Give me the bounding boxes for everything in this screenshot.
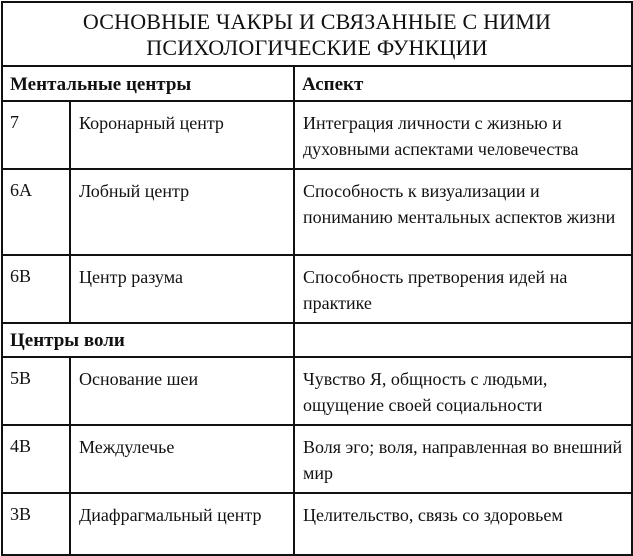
table-title bbox=[3, 4, 631, 65]
title-line-2: ПСИХОЛОГИЧЕСКИЕ ФУНКЦИИ bbox=[146, 34, 488, 60]
row-center: Лобный центр bbox=[79, 181, 190, 201]
row-aspect: Чувство Я, общность с людьми, ощущение своей социальности bbox=[303, 369, 548, 415]
row-center: Коронарный центр bbox=[79, 113, 224, 133]
row-number: 5B bbox=[10, 368, 32, 388]
section-label-cell bbox=[2, 323, 294, 357]
row-center-cell bbox=[70, 425, 294, 493]
row-aspect: Целительство, связь со здоровьем bbox=[303, 505, 563, 525]
row-aspect: Интеграция личности с жизнью и духовными аспектами человечества bbox=[303, 113, 579, 159]
row-center-cell bbox=[70, 101, 294, 169]
table-row bbox=[2, 101, 632, 169]
row-aspect: Воля эго; воля, направленная во внешний мир bbox=[303, 437, 623, 483]
row-center: Основание шеи bbox=[79, 369, 199, 389]
row-number: 7 bbox=[10, 112, 19, 132]
table-row bbox=[2, 493, 632, 555]
title-row bbox=[2, 2, 632, 66]
row-center-cell bbox=[70, 169, 294, 255]
table-row bbox=[2, 357, 632, 425]
section-empty-cell bbox=[294, 323, 632, 357]
header-centers bbox=[2, 66, 294, 101]
table-row bbox=[2, 255, 632, 323]
row-number-cell bbox=[2, 493, 70, 555]
row-center: Диафрагмальный центр bbox=[79, 505, 262, 525]
row-number-cell bbox=[2, 101, 70, 169]
row-aspect: Способность к визуализации и пониманию ментальных аспектов жизни bbox=[303, 181, 616, 227]
row-aspect-cell bbox=[294, 425, 632, 493]
row-number: 6B bbox=[10, 266, 32, 286]
chakras-table bbox=[1, 1, 633, 556]
header-centers-label: Ментальные центры bbox=[10, 74, 192, 95]
table-title-cell bbox=[2, 2, 632, 66]
row-center-cell bbox=[70, 357, 294, 425]
row-aspect-cell bbox=[294, 357, 632, 425]
row-number-cell bbox=[2, 357, 70, 425]
row-number-cell bbox=[2, 169, 70, 255]
row-aspect-cell bbox=[294, 255, 632, 323]
row-center: Центр разума bbox=[79, 267, 183, 287]
row-aspect-cell bbox=[294, 493, 632, 555]
table-row bbox=[2, 169, 632, 255]
row-number-cell bbox=[2, 255, 70, 323]
section-row bbox=[2, 323, 632, 357]
row-center-cell bbox=[70, 255, 294, 323]
header-row bbox=[2, 66, 632, 101]
section-label: Центры воли bbox=[10, 330, 125, 351]
row-number: 4B bbox=[10, 436, 32, 456]
header-aspect-label: Аспект bbox=[302, 74, 364, 95]
table-row bbox=[2, 425, 632, 493]
row-center-cell bbox=[70, 493, 294, 555]
row-aspect-cell bbox=[294, 101, 632, 169]
row-center: Междулечье bbox=[79, 437, 175, 457]
row-aspect: Способность претворения идей на практике bbox=[303, 267, 568, 313]
header-aspect bbox=[294, 66, 632, 101]
title-line-1: ОСНОВНЫЕ ЧАКРЫ И СВЯЗАННЫЕ С НИМИ bbox=[82, 8, 552, 34]
row-aspect-cell bbox=[294, 169, 632, 255]
row-number: 6A bbox=[10, 180, 32, 200]
row-number: 3B bbox=[10, 504, 32, 524]
row-number-cell bbox=[2, 425, 70, 493]
